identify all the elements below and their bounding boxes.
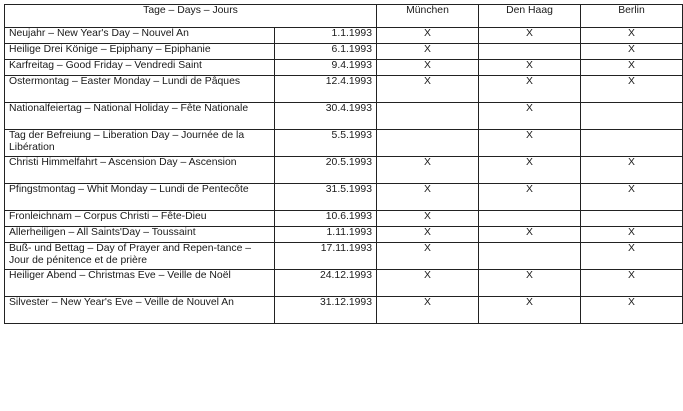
holiday-table xyxy=(4,4,683,324)
mark-berlin: X xyxy=(581,44,683,60)
mark-den-haag xyxy=(479,211,581,227)
mark-munchen: X xyxy=(377,44,479,60)
holiday-name: Allerheiligen – All Saints'Day – Toussaint xyxy=(5,227,275,243)
holiday-date: 1.1.1993 xyxy=(275,28,377,44)
holiday-date: 24.12.1993 xyxy=(275,270,377,297)
holiday-name: Christi Himmelfahrt – Ascension Day – Ascension xyxy=(5,157,275,184)
holiday-name: Ostermontag – Easter Monday – Lundi de Pâques xyxy=(5,76,275,103)
table-row xyxy=(5,243,683,270)
mark-den-haag: X xyxy=(479,297,581,324)
mark-berlin: X xyxy=(581,184,683,211)
holiday-name: Heilige Drei Könige – Epiphany – Epiphanie xyxy=(5,44,275,60)
holiday-date: 17.11.1993 xyxy=(275,243,377,270)
mark-den-haag: X xyxy=(479,60,581,76)
table-row xyxy=(5,184,683,211)
mark-berlin: X xyxy=(581,297,683,324)
table-row xyxy=(5,130,683,157)
table-row xyxy=(5,44,683,60)
mark-berlin xyxy=(581,130,683,157)
holiday-name: Buß- und Bettag – Day of Prayer and Repen-tance – Jour de pénitence et de prière xyxy=(5,243,275,270)
mark-den-haag xyxy=(479,44,581,60)
holiday-name: Tag der Befreiung – Liberation Day – Journée de la Libération xyxy=(5,130,275,157)
mark-munchen: X xyxy=(377,60,479,76)
mark-munchen: X xyxy=(377,28,479,44)
holiday-date: 12.4.1993 xyxy=(275,76,377,103)
mark-munchen: X xyxy=(377,270,479,297)
mark-den-haag xyxy=(479,243,581,270)
mark-den-haag: X xyxy=(479,184,581,211)
holiday-date: 9.4.1993 xyxy=(275,60,377,76)
table-row xyxy=(5,227,683,243)
mark-munchen xyxy=(377,130,479,157)
mark-berlin: X xyxy=(581,28,683,44)
holiday-name: Silvester – New Year's Eve – Veille de Nouvel An xyxy=(5,297,275,324)
holiday-table-container xyxy=(4,4,683,324)
mark-munchen: X xyxy=(377,76,479,103)
mark-munchen: X xyxy=(377,243,479,270)
holiday-date: 20.5.1993 xyxy=(275,157,377,184)
table-row xyxy=(5,103,683,130)
mark-den-haag: X xyxy=(479,76,581,103)
mark-den-haag: X xyxy=(479,270,581,297)
mark-den-haag: X xyxy=(479,157,581,184)
mark-berlin xyxy=(581,211,683,227)
holiday-name: Neujahr – New Year's Day – Nouvel An xyxy=(5,28,275,44)
mark-berlin xyxy=(581,103,683,130)
table-row xyxy=(5,270,683,297)
mark-berlin: X xyxy=(581,243,683,270)
table-row xyxy=(5,28,683,44)
holiday-name: Nationalfeiertag – National Holiday – Fête Nationale xyxy=(5,103,275,130)
holiday-date: 10.6.1993 xyxy=(275,211,377,227)
header-days: Tage – Days – Jours xyxy=(5,5,377,28)
header-den-haag: Den Haag xyxy=(479,5,581,28)
mark-berlin: X xyxy=(581,76,683,103)
holiday-date: 30.4.1993 xyxy=(275,103,377,130)
mark-den-haag: X xyxy=(479,130,581,157)
table-row xyxy=(5,297,683,324)
header-berlin: Berlin xyxy=(581,5,683,28)
holiday-date: 5.5.1993 xyxy=(275,130,377,157)
mark-den-haag: X xyxy=(479,227,581,243)
mark-munchen xyxy=(377,103,479,130)
header-munchen: München xyxy=(377,5,479,28)
mark-munchen: X xyxy=(377,297,479,324)
table-header-row xyxy=(5,5,683,28)
mark-munchen: X xyxy=(377,184,479,211)
mark-munchen: X xyxy=(377,157,479,184)
holiday-name: Karfreitag – Good Friday – Vendredi Saint xyxy=(5,60,275,76)
mark-munchen: X xyxy=(377,211,479,227)
holiday-name: Heiliger Abend – Christmas Eve – Veille de Noël xyxy=(5,270,275,297)
mark-munchen: X xyxy=(377,227,479,243)
holiday-name: Pfingstmontag – Whit Monday – Lundi de Pentecôte xyxy=(5,184,275,211)
holiday-date: 31.12.1993 xyxy=(275,297,377,324)
holiday-date: 6.1.1993 xyxy=(275,44,377,60)
holiday-date: 1.11.1993 xyxy=(275,227,377,243)
mark-berlin: X xyxy=(581,60,683,76)
mark-den-haag: X xyxy=(479,103,581,130)
holiday-name: Fronleichnam – Corpus Christi – Fête-Dieu xyxy=(5,211,275,227)
table-row xyxy=(5,211,683,227)
mark-berlin: X xyxy=(581,270,683,297)
table-row xyxy=(5,60,683,76)
table-row xyxy=(5,157,683,184)
table-row xyxy=(5,76,683,103)
mark-berlin: X xyxy=(581,227,683,243)
mark-berlin: X xyxy=(581,157,683,184)
mark-den-haag: X xyxy=(479,28,581,44)
holiday-date: 31.5.1993 xyxy=(275,184,377,211)
